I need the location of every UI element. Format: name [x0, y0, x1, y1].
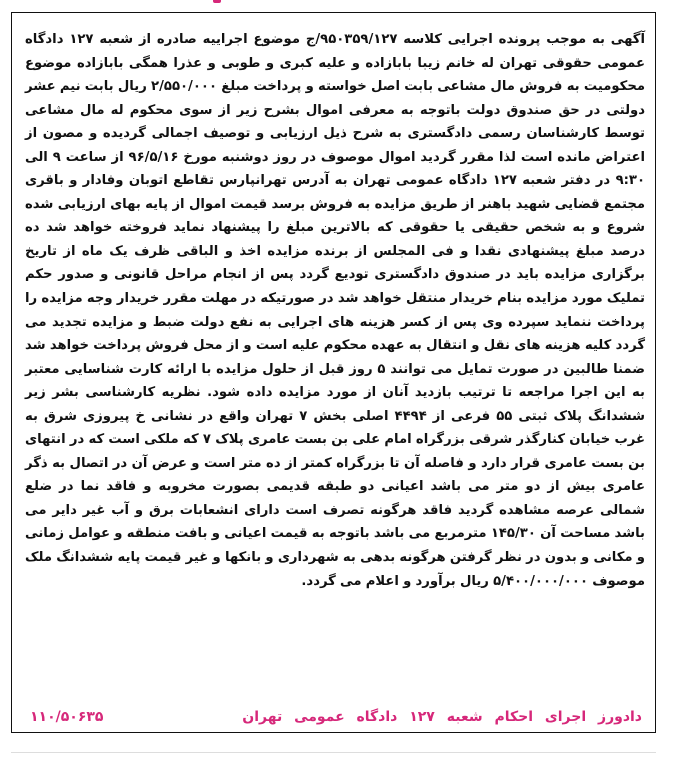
notice-footer — [30, 705, 642, 729]
auction-notice — [11, 12, 656, 733]
notice-body: آگهی به موجب پرونده اجرایی کلاسه ۹۵۰۳۵۹/۱۲۷/ج موضوع اجراییه صادره از شعبه ۱۲۷ دادگاه عمومی حقوقی تهران له خانم زیبا بابازاده و علیه کبری و طوبی و عذرا همگی بابازاده موضوع محکومیت به فروش مال مشاعی بابت اصل خواسته و پرداخت مبلغ ۲/۵۵۰/۰۰۰ ریال بابت نیم عشر دولتی در حق صندوق دولت باتوجه به معرفی اموال بشرح زیر از سوی محکوم له مال مشاعی توسط کارشناسان رسمی دادگستری به شرح ذیل ارزیابی و توصیف اجمالی گردیده و مصون از اعتراض مانده است لذا مقرر گردید اموال موصوف در روز دوشنبه مورخ ۹۶/۵/۱۶ از ساعت ۹ الی ۹:۳۰ در دفتر شعبه ۱۲۷ دادگاه عمومی تهران به آدرس تهرانپارس تقاطع اتوبان وفادار و باقری مجتمع قضایی شهید باهنر از طریق مزایده به فروش برسد قیمت اموال از پایه بهای ارزیابی شده شروع و به شخص حقیقی یا حقوقی که بالاترین مبلغ را پیشنهاد نماید فروخته خواهد شد ده درصد مبلغ پیشنهادی نقدا و فی المجلس از برنده مزایده اخذ و الباقی ظرف یک ماه از تاریخ برگزاری مزایده باید در صندوق دادگستری تودیع گردد پس از انجام مراحل قانونی و صدور حکم تملیک مورد مزایده بنام خریدار منتقل خواهد شد در صورتیکه در مهلت مقرر خریدار وجه مزایده را پرداخت ننماید سپرده وی پس از کسر هزینه های اجرایی به نفع دولت ضبط و مزایده تجدید می گردد کلیه هزینه های نقل و انتقال به عهده محکوم علیه است و از محل فروش پرداخت خواهد شد ضمنا طالبین در صورت تمایل می توانند ۵ روز قبل از حلول مزایده با ارائه کارت شناسایی معتبر به این اجرا مراجعه تا ترتیب بازدید آنان از مورد مزایده داده شود. نظریه کارشناسی بشر زیر ششدانگ پلاک ثبتی ۵۵ فرعی از ۴۴۹۴ اصلی بخش ۷ تهران واقع در نشانی خ پیروزی شرق به غرب خیابان کنارگذر شرقی بزرگراه امام علی بن بست عامری پلاک ۷ که ملکی است که در انتهای بن بست عامری قرار دارد و فاصله آن تا بزرگراه کمتر از ده متر است و عرض آن در اتصال به ذگر عامری بیش از دو متر می باشد اعیانی دو طبقه قدیمی بصورت مخروبه و فاقد نما در ضلع شمالی عرصه مشاهده گردید فاقد هرگونه تصرف است دارای انشعابات برق و آب غیر دایر می باشد مساحت آن ۱۴۵/۳۰ مترمربع می باشد باتوجه به قیمت اعیانی و بافت منطقه و عوامل زمانی و مکانی و بدون در نظر گرفتن هرگونه بدهی به شهرداری و بانکها و غیر قیمت پایه ششدانگ ملک موصوف ۵/۴۰۰/۰۰۰/۰۰۰ ریال برآورد و اعلام می گردد. — [25, 32, 646, 589]
page-divider — [11, 752, 656, 753]
notice-code: ۱۱۰/۵۰۶۳۵ — [30, 709, 104, 725]
issuer-signature: دادورز اجرای احکام شعبه ۱۲۷ دادگاه عمومی تهران — [242, 709, 642, 725]
previous-notice-fragment — [213, 0, 221, 3]
top-strip — [0, 0, 673, 4]
